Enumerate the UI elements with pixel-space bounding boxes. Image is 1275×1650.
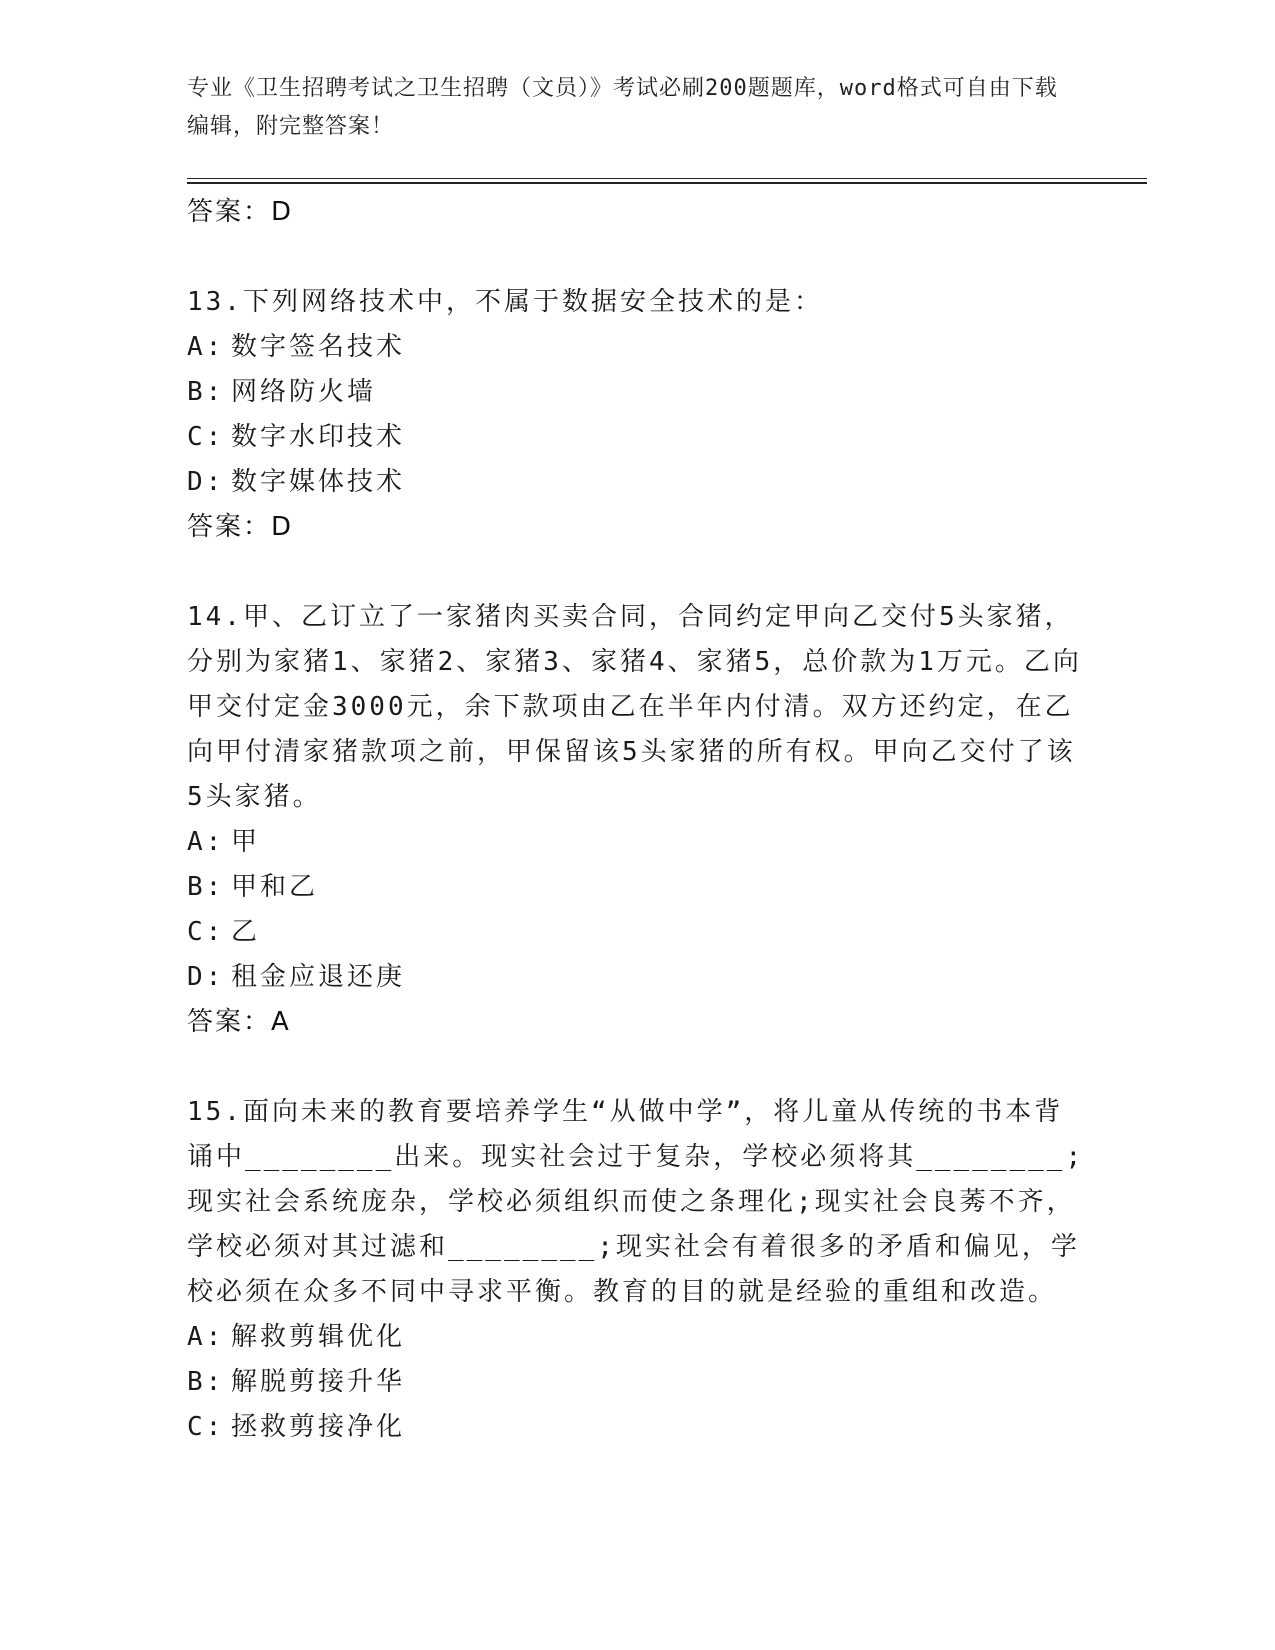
option-letter: A: [187, 1322, 225, 1352]
option-text: 解救剪辑优化 [231, 1322, 406, 1352]
question-15 [187, 1090, 1087, 1450]
header-text: 专业《卫生招聘考试之卫生招聘（文员）》考试必刷200题题库，word格式可自由下载编辑，附完整答案！ [187, 76, 1058, 139]
option-a [187, 1315, 1087, 1360]
option-b [187, 1360, 1087, 1405]
header-divider-thick [187, 182, 1147, 184]
option-letter: B: [187, 872, 225, 902]
option-text: 数字水印技术 [231, 422, 406, 452]
option-text: 甲 [231, 827, 261, 857]
option-text: 数字媒体技术 [231, 467, 406, 497]
option-c [187, 1405, 1087, 1450]
option-text: 甲和乙 [231, 872, 319, 902]
answer: 答案：A [187, 1007, 291, 1037]
option-b [187, 865, 1087, 910]
option-text: 数字签名技术 [231, 332, 406, 362]
question-13 [187, 280, 1087, 550]
header-divider [187, 178, 1147, 179]
option-letter: C: [187, 422, 225, 452]
option-b [187, 370, 1087, 415]
option-c [187, 415, 1087, 460]
document-header [187, 70, 1067, 146]
option-text: 网络防火墙 [231, 377, 377, 407]
question-stem: 14.甲、乙订立了一家猪肉买卖合同，合同约定甲向乙交付5头家猪，分别为家猪1、家猪2、家猪3、家猪4、家猪5，总价款为1万元。乙向甲交付定金3000元，余下款项由乙在半年内付清。双方还约定，在乙向甲付清家猪款项之前，甲保留该5头家猪的所有权。甲向乙交付了该5头家猪。 [187, 602, 1082, 812]
option-a [187, 325, 1087, 370]
question-stem: 13.下列网络技术中，不属于数据安全技术的是： [187, 287, 823, 317]
option-c [187, 910, 1087, 955]
answer: 答案：D [187, 512, 294, 542]
spacer [187, 235, 1087, 280]
option-text: 解脱剪接升华 [231, 1367, 406, 1397]
option-d [187, 955, 1087, 1000]
document-body [187, 190, 1087, 1450]
option-a [187, 820, 1087, 865]
option-letter: A: [187, 332, 225, 362]
option-letter: B: [187, 377, 225, 407]
option-letter: D: [187, 467, 225, 497]
option-letter: B: [187, 1367, 225, 1397]
option-text: 拯救剪接净化 [231, 1412, 406, 1442]
spacer [187, 550, 1087, 595]
option-letter: D: [187, 962, 225, 992]
question-stem: 15.面向未来的教育要培养学生“从做中学”，将儿童从传统的书本背诵中________出来。现实社会过于复杂，学校必须将其________;现实社会系统庞杂，学校必须组织而使之条理化;现实社会良莠不齐，学校必须对其过滤和________;现实社会有着很多的矛盾和偏见，学校必须在众多不同中寻求平衡。教育的目的就是经验的重组和改造。 [187, 1097, 1085, 1307]
option-letter: C: [187, 917, 225, 947]
option-text: 乙 [231, 917, 261, 947]
option-letter: A: [187, 827, 225, 857]
question-14 [187, 595, 1087, 1045]
spacer [187, 1045, 1087, 1090]
option-d [187, 460, 1087, 505]
option-letter: C: [187, 1412, 225, 1442]
option-text: 租金应退还庚 [231, 962, 406, 992]
previous-answer: 答案：D [187, 197, 294, 227]
